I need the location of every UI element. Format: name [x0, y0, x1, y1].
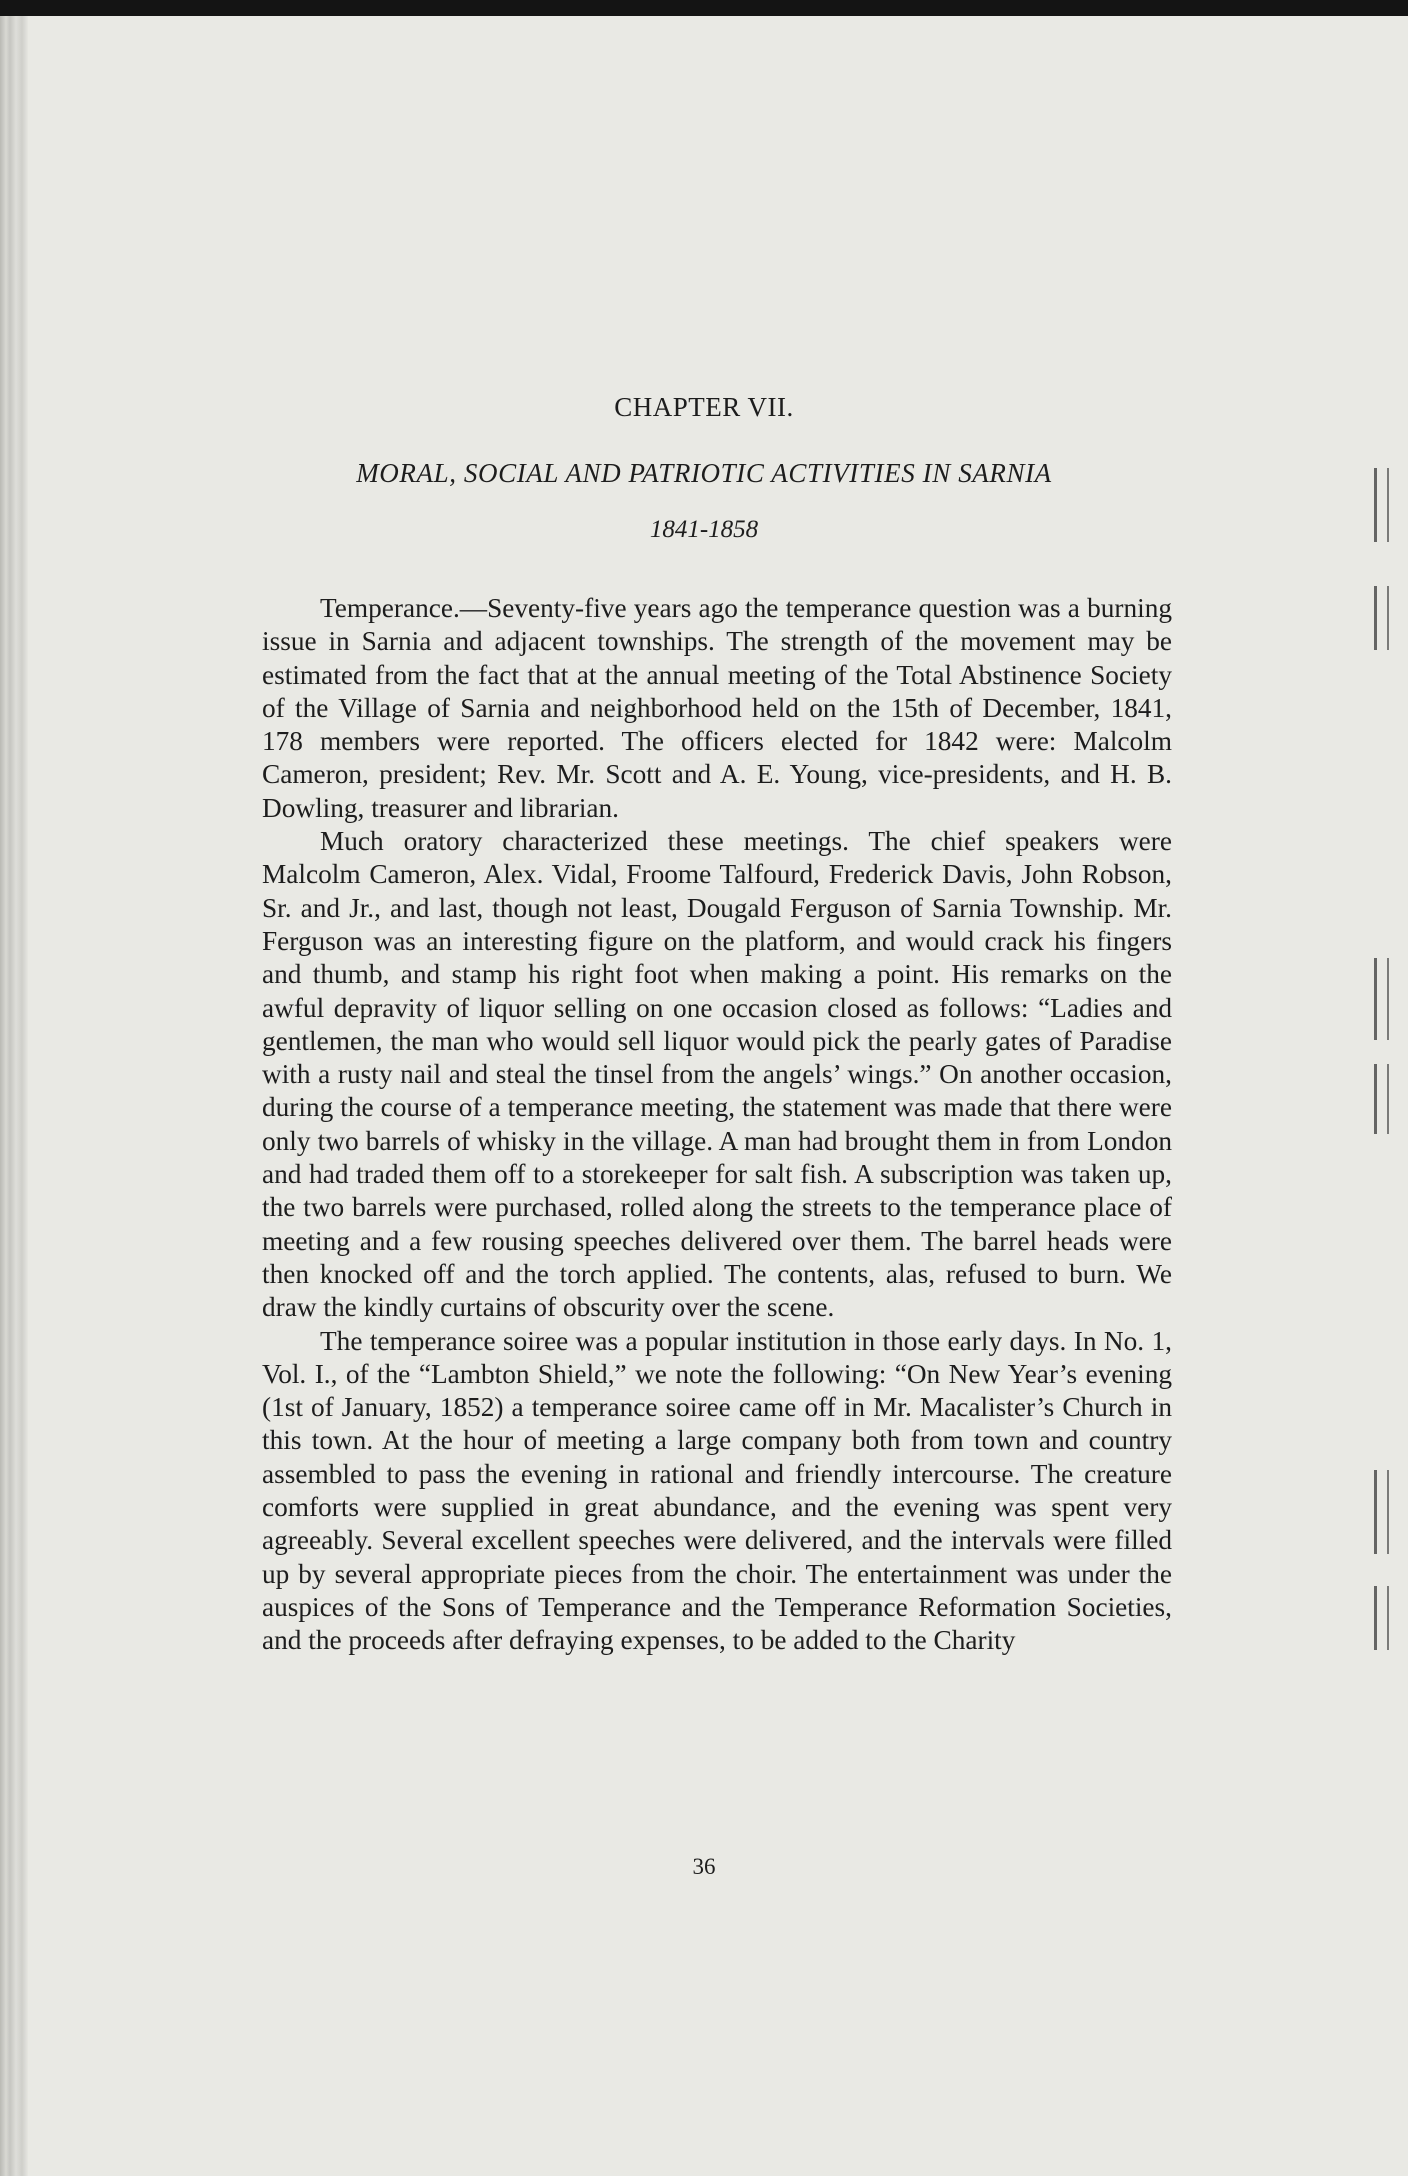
scan-artifact-mark [1374, 958, 1389, 1040]
page-number: 36 [692, 1854, 716, 1879]
scan-top-edge [0, 0, 1408, 16]
scan-artifact-mark [1374, 586, 1389, 650]
chapter-heading: CHAPTER VII. [614, 392, 794, 422]
scan-artifact-mark [1374, 1586, 1389, 1650]
scan-artifact-mark [1374, 1470, 1389, 1554]
paragraph-oratory: Much oratory characterized these meetings. The chief speakers were Malcolm Cameron, Alex. Vidal, Froome Talfourd, Frederick Davis, John Robson, Sr. and Jr., and last, though not least, Dougald Ferguson of Sarnia Township. Mr. Ferguson was an interesting figure on the platform, and would crack his fingers and thumb, and stamp his right foot when making a point. His remarks on the awful depravity of liquor selling on one occasion closed as follows: “Ladies and gentlemen, the man who would sell liquor would pick the pearly gates of Paradise with a rusty nail and steal the tinsel from the angels’ wings.” On another occasion, during the course of a temperance meeting, the statement was made that there were only two barrels of whisky in the village. A man had brought them in from London and had traded them off to a storekeeper for salt fish. A subscription was taken up, the two barrels were purchased, rolled along the streets to the temperance place of meeting and a few rousing speeches delivered over them. The barrel heads were then knocked off and the torch applied. The contents, alas, refused to burn. We draw the kindly curtains of obscurity over the scene. [262, 826, 1172, 1323]
paragraph-soiree: The temperance soiree was a popular institution in those early days. In No. 1, Vol. I., of the “Lambton Shield,” we note the following: “On New Year’s evening (1st of January, 1852) a temperance soiree came off in Mr. Macalister’s Church in this town. At the hour of meeting a large company both from town and country assembled to pass the evening in rational and friendly intercourse. The creature comforts were supplied in great abundance, and the evening was spent very agreeably. Several excellent speeches were delivered, and the intervals were filled up by several appropriate pieces from the choir. The entertainment was under the auspices of the Sons of Temperance and the Temperance Reformation Societies, and the proceeds after defraying expenses, to be added to the Charity [262, 1325, 1172, 1656]
chapter-title: MORAL, SOCIAL AND PATRIOTIC ACTIVITIES IN SARNIA [356, 458, 1052, 488]
scan-artifact-mark [1374, 1064, 1389, 1134]
binding-edge [0, 16, 28, 2176]
chapter-dates: 1841-1858 [649, 516, 759, 543]
paragraph-temperance: Temperance.—Seventy-five years ago the temperance question was a burning issue in Sarnia and adjacent townships. The strength of the movement may be estimated from the fact that at the annual meeting of the Total Abstinence Society of the Village of Sarnia and neighborhood held on the 15th of December, 1841, 178 members were reported. The officers elected for 1842 were: Malcolm Cameron, president; Rev. Mr. Scott and A. E. Young, vice-presidents, and H. B. Dowling, treasurer and librarian. [262, 593, 1172, 823]
body-text [262, 592, 1172, 1658]
